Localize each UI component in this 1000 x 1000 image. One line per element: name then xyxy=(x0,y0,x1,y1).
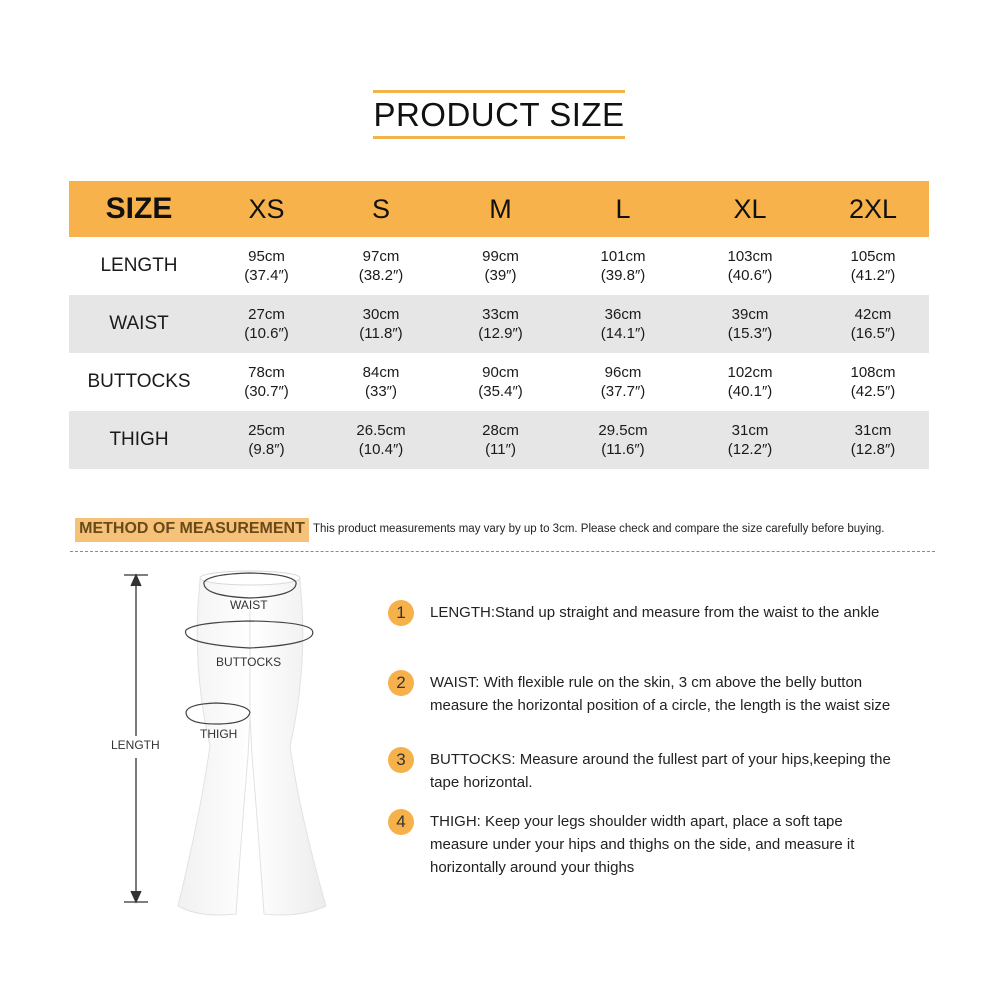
measurement-figure xyxy=(100,566,380,936)
table-row-buttocks xyxy=(69,353,929,411)
cell-in: (16.5″) xyxy=(850,325,896,342)
cell-cm: 84cm xyxy=(362,364,400,381)
table-row-waist xyxy=(69,295,929,353)
header-cell-l: L xyxy=(615,193,631,224)
table-cell xyxy=(817,421,929,459)
cell-cm: 28cm xyxy=(482,422,519,439)
cell-in: (11″) xyxy=(485,441,516,458)
cell-in: (9.8″) xyxy=(248,441,285,458)
table-cell xyxy=(563,421,683,459)
row-label: WAIST xyxy=(109,313,169,334)
table-cell xyxy=(438,363,563,401)
table-row-length xyxy=(69,237,929,295)
table-cell xyxy=(683,421,817,459)
table-cell xyxy=(209,421,324,459)
table-cell xyxy=(563,305,683,343)
title-top-rule xyxy=(373,90,625,93)
row-label: BUTTOCKS xyxy=(87,371,191,392)
length-label: LENGTH xyxy=(111,738,160,752)
cell-in: (39″) xyxy=(484,267,517,284)
table-cell xyxy=(438,305,563,343)
cell-cm: 31cm xyxy=(854,422,892,439)
cell-in: (42.5″) xyxy=(850,383,896,400)
table-cell xyxy=(324,305,438,343)
product-size-title-block xyxy=(373,90,625,138)
cell-in: (39.8″) xyxy=(600,267,646,284)
cell-cm: 27cm xyxy=(248,306,285,323)
dashed-divider xyxy=(70,551,935,552)
step-text: LENGTH:Stand up straight and measure from the waist to the ankle xyxy=(430,604,880,621)
method-title: METHOD OF MEASUREMENT xyxy=(79,520,305,537)
cell-in: (41.2″) xyxy=(850,267,896,284)
cell-in: (37.7″) xyxy=(600,383,646,400)
step-text: THIGH: Keep your legs shoulder width apart, place a soft tape measure under your hips and thighs on the side, and measure it horizontally around your thighs xyxy=(430,813,855,876)
cell-cm: 96cm xyxy=(604,364,642,381)
cell-in: (11.8″) xyxy=(359,325,403,342)
cell-in: (12.9″) xyxy=(478,325,523,342)
table-cell xyxy=(817,247,929,285)
cell-cm: 95cm xyxy=(248,248,285,265)
cell-in: (14.1″) xyxy=(600,325,646,342)
table-cell xyxy=(209,247,324,285)
header-cell-xs: XS xyxy=(248,193,285,224)
pants-shape xyxy=(178,571,326,915)
step-text: WAIST: With flexible rule on the skin, 3 cm above the belly button measure the horizontal position of a circle, the length is the waist size xyxy=(430,674,891,714)
header-cell-2xl: 2XL xyxy=(848,193,898,224)
table-cell xyxy=(817,305,929,343)
cell-cm: 103cm xyxy=(727,248,773,265)
size-table xyxy=(69,181,929,469)
table-cell xyxy=(209,363,324,401)
cell-cm: 29.5cm xyxy=(598,422,648,439)
cell-cm: 78cm xyxy=(248,364,285,381)
cell-in: (35.4″) xyxy=(478,383,523,400)
waist-label: WAIST xyxy=(230,598,268,612)
page-title: PRODUCT SIZE xyxy=(373,96,625,133)
table-cell xyxy=(324,363,438,401)
header-cell-s: S xyxy=(371,193,390,224)
cell-cm: 26.5cm xyxy=(356,422,406,439)
table-cell xyxy=(438,421,563,459)
cell-in: (40.1″) xyxy=(727,383,773,400)
header-cell-m: M xyxy=(489,193,512,224)
method-title-tag xyxy=(75,518,309,542)
cell-cm: 101cm xyxy=(600,248,646,265)
table-cell xyxy=(683,247,817,285)
step-number-badge: 4 xyxy=(388,809,414,835)
step-number-badge: 3 xyxy=(388,747,414,773)
table-row-thigh xyxy=(69,411,929,469)
table-cell xyxy=(324,247,438,285)
cell-cm: 30cm xyxy=(362,306,400,323)
row-label: THIGH xyxy=(109,429,169,450)
cell-cm: 105cm xyxy=(850,248,896,265)
thigh-label: THIGH xyxy=(200,727,238,741)
cell-in: (40.6″) xyxy=(727,267,773,284)
header-cell-size: SIZE xyxy=(105,192,173,225)
table-cell xyxy=(563,363,683,401)
cell-cm: 97cm xyxy=(362,248,400,265)
cell-in: (38.2″) xyxy=(358,267,404,284)
header-cell-xl: XL xyxy=(733,193,767,224)
title-bottom-rule xyxy=(373,136,625,139)
cell-cm: 33cm xyxy=(482,306,519,323)
table-cell xyxy=(438,247,563,285)
step-number-badge: 2 xyxy=(388,670,414,696)
cell-in: (33″) xyxy=(365,383,397,400)
step-number-badge: 1 xyxy=(388,600,414,626)
cell-in: (11.6″) xyxy=(601,441,645,458)
cell-in: (10.6″) xyxy=(244,325,289,342)
table-header-row xyxy=(69,181,929,237)
table-cell xyxy=(324,421,438,459)
cell-cm: 102cm xyxy=(727,364,773,381)
cell-in: (15.3″) xyxy=(727,325,773,342)
cell-cm: 90cm xyxy=(482,364,519,381)
table-cell xyxy=(683,363,817,401)
row-label: LENGTH xyxy=(100,255,178,276)
cell-cm: 36cm xyxy=(604,306,642,323)
measurement-note: This product measurements may vary by up to 3cm. Please check and compare the size carefully before buying. xyxy=(313,523,885,535)
cell-in: (37.4″) xyxy=(244,267,289,284)
table-cell xyxy=(683,305,817,343)
cell-cm: 99cm xyxy=(482,248,519,265)
table-cell xyxy=(563,247,683,285)
step-text: BUTTOCKS: Measure around the fullest part of your hips,keeping the tape horizontal. xyxy=(430,751,891,791)
cell-in: (12.2″) xyxy=(727,441,773,458)
cell-in: (30.7″) xyxy=(244,383,289,400)
cell-cm: 31cm xyxy=(731,422,769,439)
table-cell xyxy=(209,305,324,343)
cell-in: (12.8″) xyxy=(850,441,896,458)
cell-in: (10.4″) xyxy=(358,441,404,458)
cell-cm: 108cm xyxy=(850,364,896,381)
table-cell xyxy=(817,363,929,401)
cell-cm: 39cm xyxy=(731,306,769,323)
cell-cm: 42cm xyxy=(854,306,892,323)
cell-cm: 25cm xyxy=(248,422,285,439)
buttocks-label: BUTTOCKS xyxy=(216,655,282,669)
